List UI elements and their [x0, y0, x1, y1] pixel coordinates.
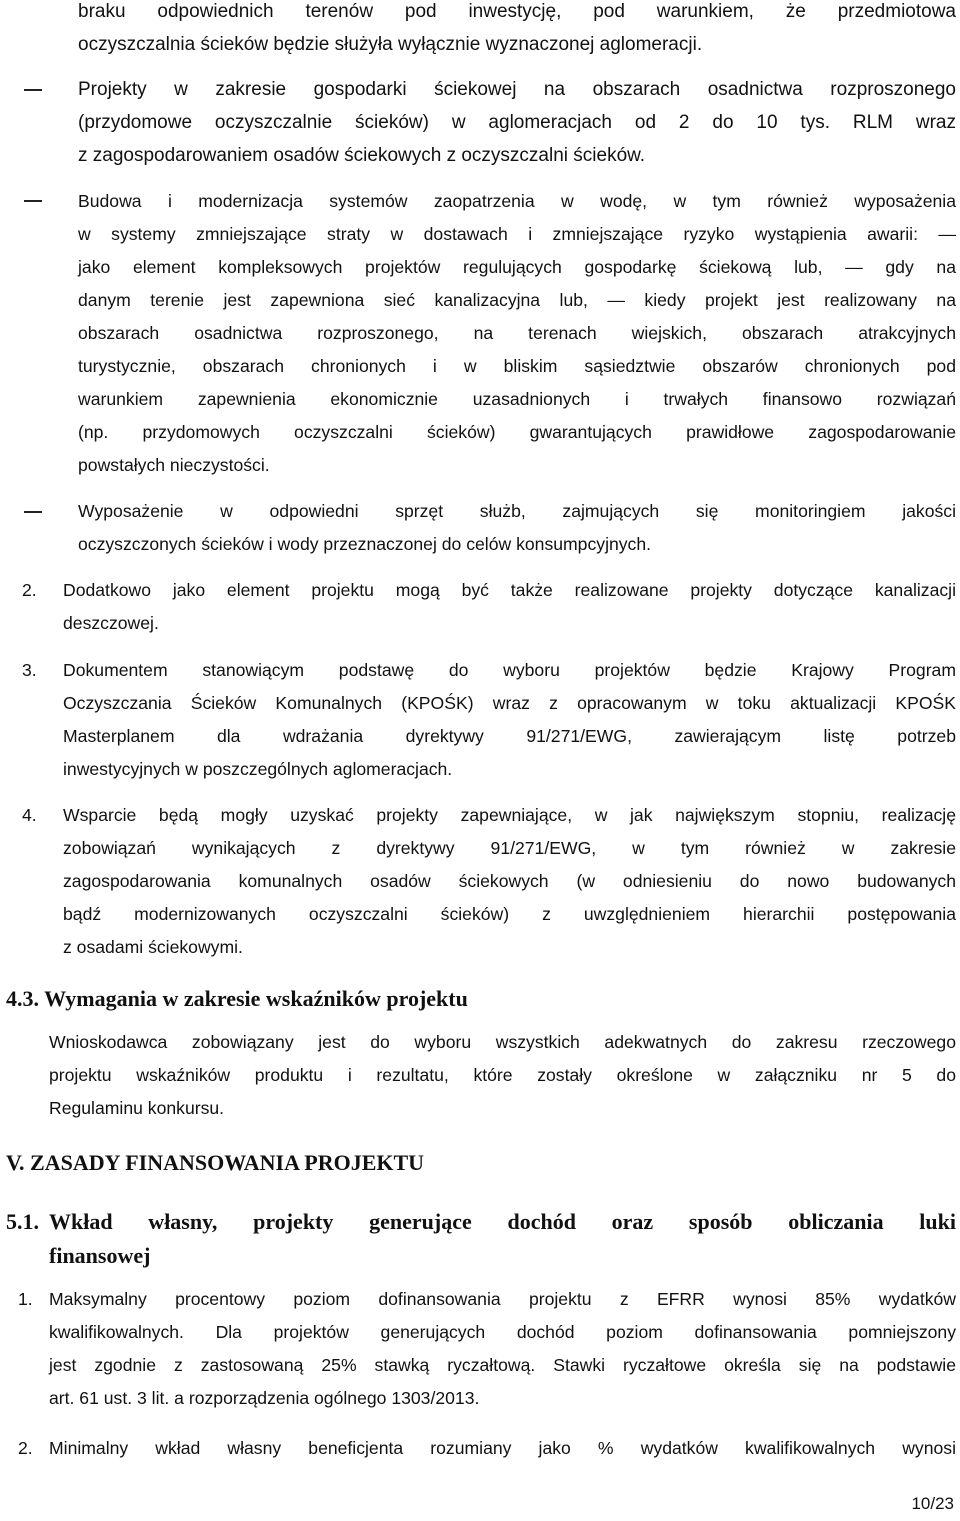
- section-heading: [49, 1205, 956, 1273]
- text-line: Dodatkowo jako element projektu mogą być także realizowane projekty dotyczące kanalizacji: [63, 580, 956, 600]
- text-line: danym terenie jest zapewniona sieć kanalizacyjna lub, — kiedy projekt jest realizowany na: [78, 290, 956, 310]
- text-line: oczyszczalnia ścieków będzie służyła wyłącznie wyznaczonej aglomeracji.: [78, 34, 703, 55]
- text-line: Masterplanem dla wdrażania dyrektywy 91/271/EWG, zawierającym listę potrzeb: [63, 726, 956, 746]
- text-line: Regulaminu konkursu.: [49, 1098, 225, 1118]
- dash-bullet-icon: [24, 200, 42, 202]
- text-line: art. 61 ust. 3 lit. a rozporządzenia ogólnego 1303/2013.: [49, 1388, 480, 1408]
- list-item: [63, 799, 956, 964]
- text-line: w systemy zmniejszające straty w dostawach i zmniejszające ryzyko wystąpienia awarii: —: [78, 224, 956, 244]
- dash-bullet-icon: [24, 511, 42, 513]
- text-line: powstałych nieczystości.: [78, 455, 270, 475]
- text-line: braku odpowiednich terenów pod inwestycję, pod warunkiem, że przedmiotowa: [78, 1, 956, 22]
- text-line: inwestycyjnych w poszczególnych aglomeracjach.: [63, 759, 453, 779]
- text-line: Wsparcie będą mogły uzyskać projekty zapewniające, w jak największym stopniu, realizację: [63, 805, 956, 825]
- text-line: projektu wskaźników produktu i rezultatu, które zostały określone w załączniku nr 5 do: [49, 1065, 956, 1085]
- list-number: 2.: [18, 1438, 33, 1458]
- text-line: turystycznie, obszarach chronionych i w bliskim sąsiedztwie obszarów chronionych pod: [78, 356, 956, 376]
- text-line: obszarach osadnictwa rozproszonego, na terenach wiejskich, obszarach atrakcyjnych: [78, 323, 956, 343]
- list-number: 3.: [22, 660, 37, 680]
- chapter-heading: V. ZASADY FINANSOWANIA PROJEKTU: [6, 1150, 425, 1175]
- text-line: Oczyszczania Ścieków Komunalnych (KPOŚK) wraz z opracowanym w toku aktualizacji KPOŚK: [63, 693, 956, 713]
- bullet-water: [78, 185, 956, 482]
- text-line: zagospodarowania komunalnych osadów ściekowych (w odniesieniu do nowo budowanych: [63, 871, 956, 891]
- bullet-equipment: [78, 495, 956, 561]
- heading-line: Wkład własny, projekty generujące dochód oraz sposób obliczania luki: [49, 1209, 956, 1234]
- list-number: 1.: [18, 1289, 33, 1309]
- text-line: Wyposażenie w odpowiedni sprzęt służb, zajmujących się monitoringiem jakości: [78, 501, 956, 521]
- text-line: jest zgodnie z zastosowaną 25% stawką ryczałtową. Stawki ryczałtowe określa się na podstawie: [49, 1355, 956, 1375]
- text-line: Dokumentem stanowiącym podstawę do wyboru projektów będzie Krajowy Program: [63, 660, 956, 680]
- text-line: Minimalny wkład własny beneficjenta rozumiany jako % wydatków kwalifikowalnych wynosi: [49, 1438, 956, 1458]
- bullet-projects: [78, 73, 956, 172]
- text-line: z osadami ściekowymi.: [63, 937, 243, 957]
- text-line: warunkiem zapewnienia ekonomicznie uzasadnionych i trwałych finansowo rozwiązań: [78, 389, 956, 409]
- list-number: 4.: [22, 805, 37, 825]
- text-line: bądź modernizowanych oczyszczalni ścieków) z uwzględnieniem hierarchii postępowania: [63, 904, 956, 924]
- section-43-paragraph: [49, 1026, 956, 1125]
- dash-bullet-icon: [24, 89, 42, 91]
- list-item: [63, 654, 956, 786]
- text-line: Maksymalny procentowy poziom dofinansowania projektu z EFRR wynosi 85% wydatków: [49, 1289, 956, 1309]
- list-item: [49, 1283, 956, 1415]
- section-heading: 4.3. Wymagania w zakresie wskaźników projektu: [6, 986, 468, 1011]
- text-line: Wnioskodawca zobowiązany jest do wyboru wszystkich adekwatnych do zakresu rzeczowego: [49, 1032, 956, 1052]
- list-item: [63, 574, 956, 640]
- page-number: 10/23: [911, 1494, 954, 1513]
- text-line: (np. przydomowych oczyszczalni ścieków) gwarantujących prawidłowe zagospodarowanie: [78, 422, 956, 442]
- text-line: kwalifikowalnych. Dla projektów generujących dochód poziom dofinansowania pomniejszony: [49, 1322, 956, 1342]
- text-line: Projekty w zakresie gospodarki ściekowej na obszarach osadnictwa rozproszonego: [78, 79, 956, 100]
- heading-line: finansowej: [49, 1243, 151, 1268]
- text-line: zobowiązań wynikających z dyrektywy 91/271/EWG, w tym również w zakresie: [63, 838, 956, 858]
- section-number: 5.1.: [6, 1209, 39, 1234]
- text-line: oczyszczonych ścieków i wody przeznaczonej do celów konsumpcyjnych.: [78, 534, 652, 554]
- text-line: jako element kompleksowych projektów regulujących gospodarkę ściekową lub, — gdy na: [78, 257, 956, 277]
- text-line: Budowa i modernizacja systemów zaopatrzenia w wodę, w tym również wyposażenia: [78, 191, 956, 211]
- list-number: 2.: [22, 580, 37, 600]
- text-line: z zagospodarowaniem osadów ściekowych z oczyszczalni ścieków.: [78, 145, 646, 166]
- text-line: deszczowej.: [63, 613, 159, 633]
- list-item: [49, 1432, 956, 1465]
- text-line: (przydomowe oczyszczalnie ścieków) w aglomeracjach od 2 do 10 tys. RLM wraz: [78, 112, 956, 133]
- intro-paragraph: [78, 0, 956, 61]
